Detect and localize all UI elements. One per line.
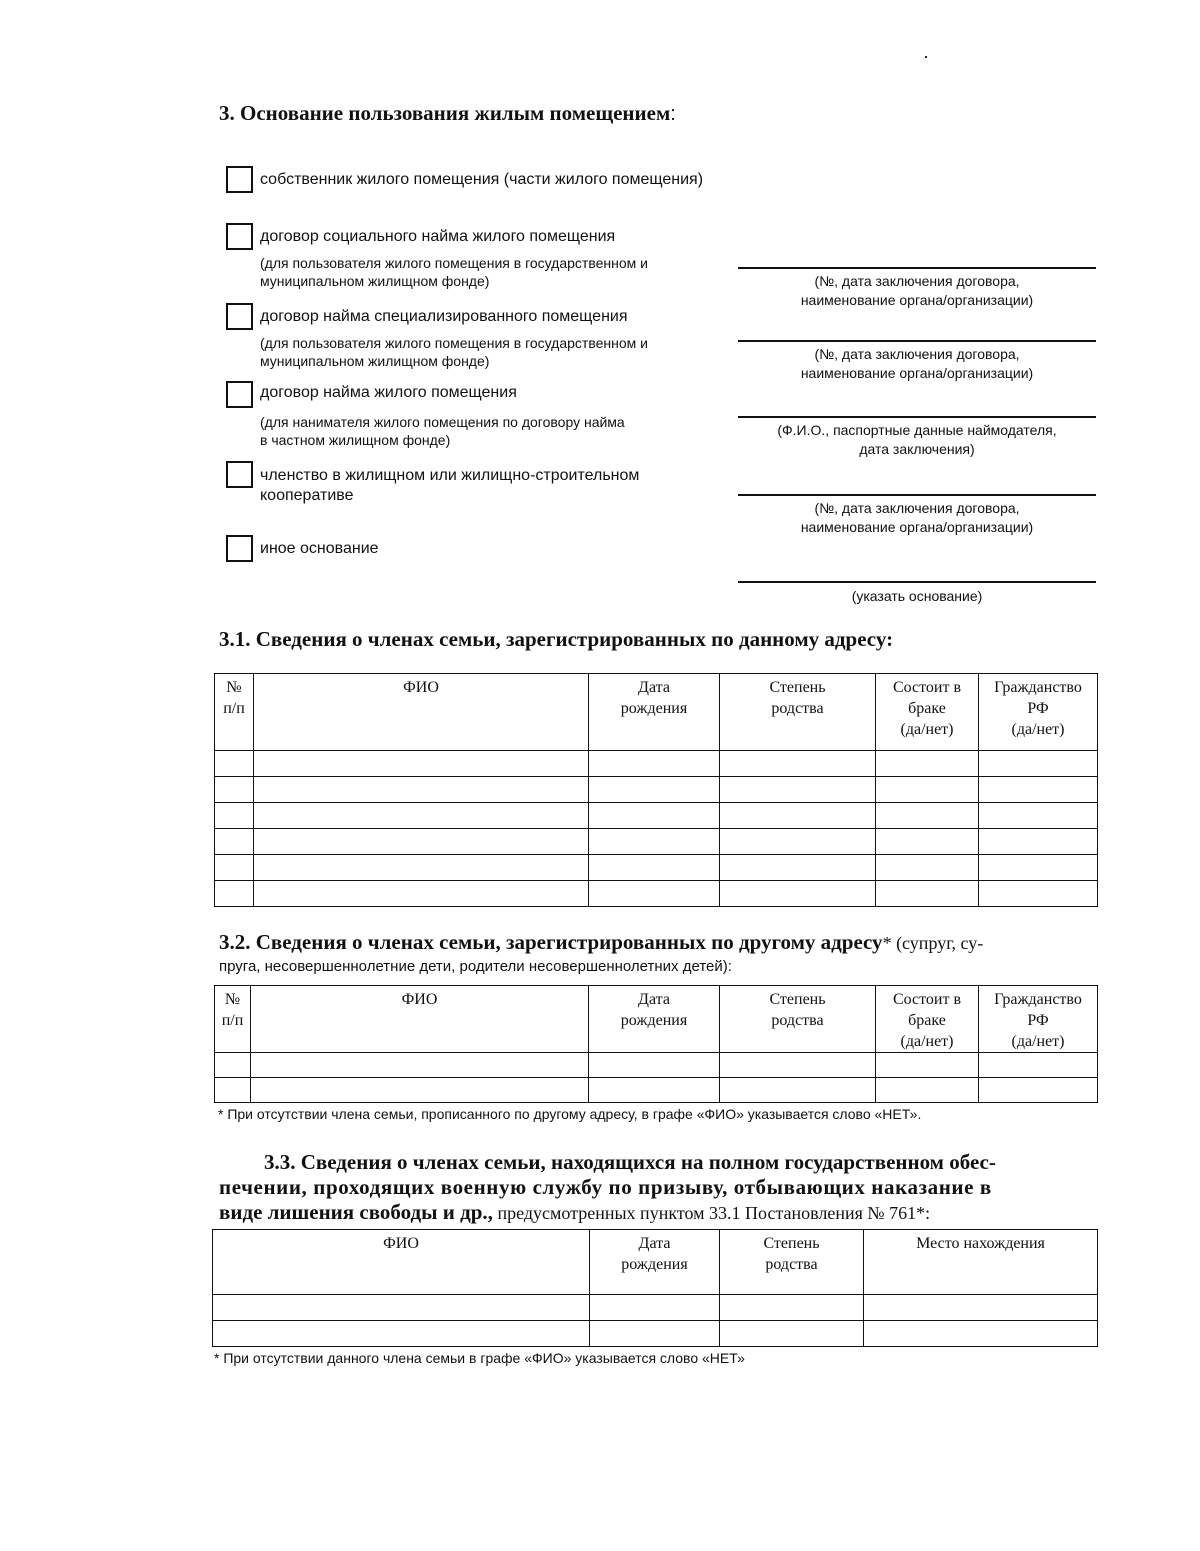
table-cell[interactable] — [979, 855, 1098, 881]
state-support-table — [212, 1229, 1098, 1347]
table-header-row — [215, 674, 1098, 751]
fill-line-cooperative[interactable] — [738, 494, 1096, 496]
table-row — [215, 751, 1098, 777]
table-cell[interactable] — [589, 881, 720, 907]
section-3-1-title: 3.1. Сведения о членах семьи, зарегистрированных по данному адресу: — [219, 627, 894, 651]
table-cell[interactable] — [589, 855, 720, 881]
section-3-2-title: 3.2. Сведения о членах семьи, зарегистрированных по другому адресу* (супруг, су- пруга, несовершеннолетние дети, родители несовершеннолетних детей): — [219, 930, 984, 975]
option-specialized-lease-label: договор найма специализированного помещения — [260, 308, 628, 325]
table-row — [215, 1078, 1098, 1103]
option-private-lease-note: (для нанимателя жилого помещения по договору найма в частном жилищном фонде) — [260, 414, 625, 448]
section-3-2-footnote: * При отсутствии члена семьи, прописанного по другому адресу, в графе «ФИО» указывается слово «НЕТ». — [218, 1106, 922, 1122]
header-location: Место нахождения — [864, 1230, 1098, 1295]
table-cell[interactable] — [254, 881, 589, 907]
option-specialized-lease-note: (для пользователя жилого помещения в государственном и муниципальном жилищном фонде) — [260, 335, 648, 369]
table-cell[interactable] — [720, 777, 876, 803]
header-fio: ФИО — [213, 1230, 590, 1295]
table-cell[interactable] — [979, 777, 1098, 803]
table-cell[interactable] — [979, 1078, 1098, 1103]
table-cell[interactable] — [876, 829, 979, 855]
caption-private-lease: (Ф.И.О., паспортные данные наймодателя, дата заключения) — [777, 422, 1057, 457]
section-3-3-footnote: * При отсутствии данного члена семьи в графе «ФИО» указывается слово «НЕТ» — [214, 1350, 745, 1366]
table-cell[interactable] — [590, 1295, 720, 1321]
section-3-title: 3. Основание пользования жилым помещением: — [219, 101, 676, 125]
checkbox-cooperative[interactable] — [226, 461, 253, 488]
header-citizenship: Гражданство РФ (да/нет) — [979, 674, 1098, 751]
table-cell[interactable] — [589, 803, 720, 829]
table-cell[interactable] — [876, 881, 979, 907]
table-cell[interactable] — [979, 751, 1098, 777]
table-cell[interactable] — [720, 829, 876, 855]
table-row — [215, 829, 1098, 855]
table-row — [215, 855, 1098, 881]
table-cell[interactable] — [251, 1053, 589, 1078]
caption-other-basis: (указать основание) — [851, 588, 983, 604]
table-cell[interactable] — [720, 803, 876, 829]
table-cell[interactable] — [589, 777, 720, 803]
table-cell[interactable] — [215, 751, 254, 777]
table-cell[interactable] — [213, 1295, 590, 1321]
fill-line-private-lease[interactable] — [738, 416, 1096, 418]
caption-social-lease: (№, дата заключения договора, наименование органа/организации) — [800, 273, 1034, 308]
table-cell[interactable] — [254, 855, 589, 881]
table-row — [213, 1321, 1098, 1347]
table-cell[interactable] — [876, 751, 979, 777]
table-cell[interactable] — [215, 777, 254, 803]
table-header-row — [213, 1230, 1098, 1295]
table-cell[interactable] — [979, 829, 1098, 855]
header-birth-date: Дата рождения — [589, 986, 720, 1053]
table-row — [215, 803, 1098, 829]
checkbox-social-lease[interactable] — [226, 223, 253, 250]
table-cell[interactable] — [589, 1053, 720, 1078]
option-owner-label: собственник жилого помещения (части жилого помещения) — [260, 171, 704, 188]
table-cell[interactable] — [720, 1295, 864, 1321]
checkbox-owner[interactable] — [226, 166, 253, 193]
checkbox-private-lease[interactable] — [226, 381, 253, 408]
table-cell[interactable] — [720, 1053, 876, 1078]
table-row — [215, 881, 1098, 907]
header-birth-date: Дата рождения — [589, 674, 720, 751]
fill-line-other-basis[interactable] — [738, 581, 1096, 583]
table-cell[interactable] — [876, 1078, 979, 1103]
fill-line-social-lease[interactable] — [738, 267, 1096, 269]
table-cell[interactable] — [720, 751, 876, 777]
family-other-address-table — [214, 985, 1098, 1103]
header-relation: Степень родства — [720, 1230, 864, 1295]
table-cell[interactable] — [590, 1321, 720, 1347]
caption-cooperative: (№, дата заключения договора, наименование органа/организации) — [800, 500, 1034, 535]
table-cell[interactable] — [720, 1321, 864, 1347]
scan-dot — [925, 56, 927, 58]
family-at-address-table — [214, 673, 1098, 907]
table-cell[interactable] — [720, 1078, 876, 1103]
table-cell[interactable] — [864, 1295, 1098, 1321]
header-married: Состоит в браке (да/нет) — [876, 986, 979, 1053]
header-married: Состоит в браке (да/нет) — [876, 674, 979, 751]
table-cell[interactable] — [589, 751, 720, 777]
header-number: № п/п — [215, 986, 251, 1053]
header-relation: Степень родства — [720, 674, 876, 751]
section-3-3-title: 3.3. Сведения о членах семьи, находящихся на полном государственном обес- печении, проходящих военную службу по призыву, отбывающих наказание в виде лишения свободы и др., предусмотренных пунктом 33.1 Постановления № 761*: — [219, 1150, 996, 1224]
table-cell[interactable] — [215, 855, 254, 881]
table-cell[interactable] — [254, 777, 589, 803]
option-social-lease-note: (для пользователя жилого помещения в государственном и муниципальном жилищном фонде) — [260, 255, 648, 289]
table-cell[interactable] — [720, 881, 876, 907]
option-private-lease-label: договор найма жилого помещения — [260, 384, 517, 401]
table-cell[interactable] — [254, 751, 589, 777]
checkbox-specialized-lease[interactable] — [226, 303, 253, 330]
table-cell[interactable] — [215, 803, 254, 829]
option-cooperative-label: членство в жилищном или жилищно-строительном кооперативе — [260, 467, 640, 504]
header-fio: ФИО — [254, 674, 589, 751]
table-cell[interactable] — [215, 1053, 251, 1078]
table-cell[interactable] — [876, 1053, 979, 1078]
fill-line-specialized-lease[interactable] — [738, 340, 1096, 342]
header-fio: ФИО — [251, 986, 589, 1053]
table-row — [215, 1053, 1098, 1078]
table-cell[interactable] — [864, 1321, 1098, 1347]
table-cell[interactable] — [876, 855, 979, 881]
option-social-lease-label: договор социального найма жилого помещения — [260, 228, 616, 245]
header-relation: Степень родства — [720, 986, 876, 1053]
table-cell[interactable] — [589, 829, 720, 855]
caption-specialized-lease: (№, дата заключения договора, наименование органа/организации) — [800, 346, 1034, 381]
table-cell[interactable] — [254, 803, 589, 829]
table-cell[interactable] — [254, 829, 589, 855]
table-cell[interactable] — [215, 1078, 251, 1103]
table-cell[interactable] — [251, 1078, 589, 1103]
table-cell[interactable] — [213, 1321, 590, 1347]
checkbox-other-basis[interactable] — [226, 535, 253, 562]
table-row — [213, 1295, 1098, 1321]
table-cell[interactable] — [979, 1053, 1098, 1078]
table-row — [215, 777, 1098, 803]
table-cell[interactable] — [589, 1078, 720, 1103]
table-cell[interactable] — [720, 855, 876, 881]
header-citizenship: Гражданство РФ (да/нет) — [979, 986, 1098, 1053]
table-cell[interactable] — [876, 803, 979, 829]
header-number: № п/п — [215, 674, 254, 751]
table-cell[interactable] — [979, 803, 1098, 829]
option-other-basis-label: иное основание — [260, 540, 379, 557]
table-cell[interactable] — [215, 881, 254, 907]
table-cell[interactable] — [979, 881, 1098, 907]
table-cell[interactable] — [215, 829, 254, 855]
table-cell[interactable] — [876, 777, 979, 803]
table-header-row — [215, 986, 1098, 1053]
header-birth-date: Дата рождения — [590, 1230, 720, 1295]
